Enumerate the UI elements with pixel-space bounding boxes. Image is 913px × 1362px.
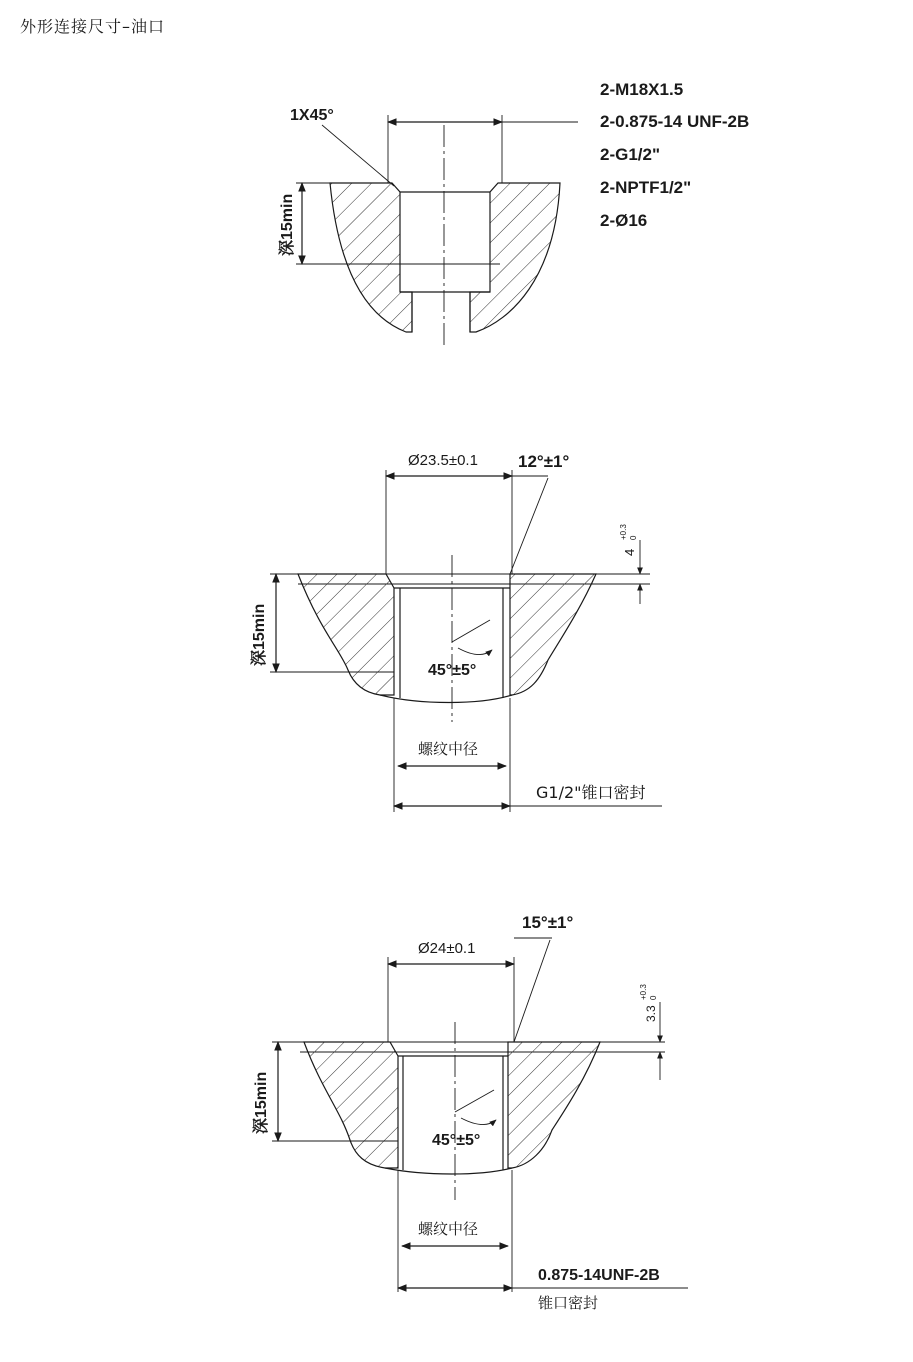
depth-label-2: 深15min (251, 603, 268, 666)
depth-tol-lower: 0 (649, 995, 658, 1000)
depth-tol-lower: 0 (629, 535, 638, 540)
depth-tolerance (619, 524, 638, 556)
seal-type-label: 锥口密封 (538, 1294, 599, 1312)
diagram-threaded-port (296, 115, 578, 345)
countersink-angle-label: 45°±5° (428, 662, 477, 679)
seal-type-label: G1/2"锥口密封 (536, 783, 646, 802)
thread-spec: 2-M18X1.5 (600, 80, 684, 99)
depth-tol-upper: +0.3 (619, 524, 628, 540)
depth-tol-upper: +0.3 (639, 984, 648, 1000)
thread-spec-list (600, 80, 749, 230)
body-right-section (470, 183, 560, 332)
bore-diameter-label: Ø24±0.1 (418, 940, 476, 957)
bore-diameter-label: Ø23.5±0.1 (408, 452, 478, 469)
countersink-angle-label: 45°±5° (432, 1132, 481, 1149)
thread-spec: 2-0.875-14 UNF-2B (600, 112, 750, 131)
thread-spec: 2-Ø16 (600, 211, 648, 230)
depth-tol-main: 4 (622, 548, 637, 556)
depth-label-3: 深15min (253, 1071, 270, 1134)
thread-spec-label: 0.875-14UNF-2B (538, 1267, 660, 1284)
depth-label-1: 深15min (279, 193, 296, 256)
body-right-section (508, 1042, 600, 1168)
diagram-g-half-cone-seal (270, 470, 662, 812)
depth-tol-main: 3.3 (644, 1005, 658, 1022)
diagram-unf-cone-seal (272, 938, 688, 1292)
thread-spec: 2-G1/2" (600, 145, 661, 164)
page-title: 外形连接尺寸–油口 (20, 17, 166, 36)
body-left-section (330, 183, 412, 332)
pitch-diameter-label: 螺纹中径 (418, 1220, 479, 1238)
depth-tolerance (639, 984, 658, 1022)
chamfer-label: 1X45° (290, 107, 334, 124)
pitch-diameter-label: 螺纹中径 (418, 740, 479, 758)
thread-spec: 2-NPTF1/2" (600, 178, 692, 197)
cone-angle-label: 12°±1° (518, 452, 570, 471)
cone-angle-label: 15°±1° (522, 913, 574, 932)
body-left-section (304, 1042, 398, 1168)
body-right-section (510, 574, 596, 695)
body-left-section (298, 574, 394, 695)
